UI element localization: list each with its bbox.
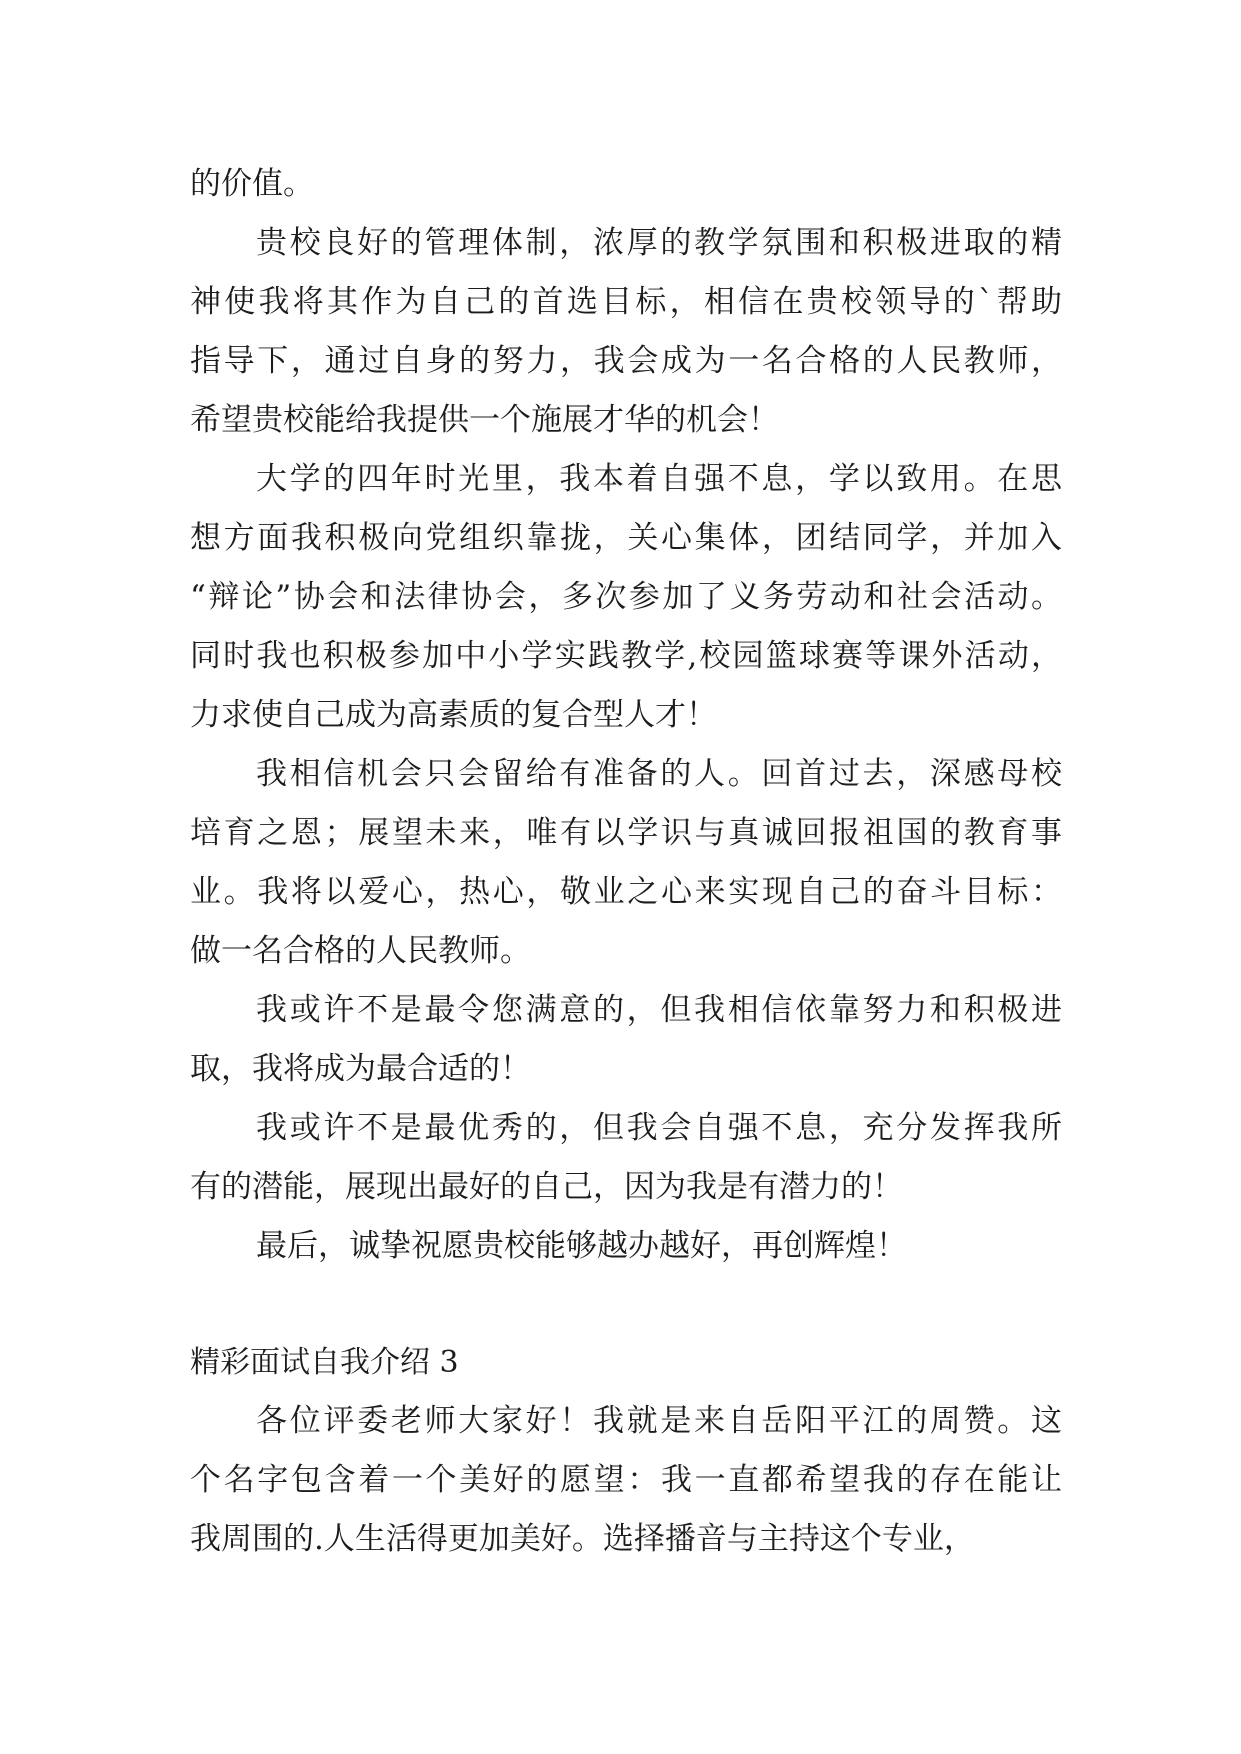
- section-gap: [190, 1276, 1062, 1333]
- paragraph-line: 有的潜能，展现出最好的自己，因为我是有潜力的！: [190, 1169, 903, 1205]
- paragraph-line: 指导下，通过自身的努力，我会成为一名合格的人民教师，: [190, 343, 1062, 379]
- paragraph-line: “辩论”协会和法律协会，多次参加了义务劳动和社会活动。: [190, 579, 1062, 615]
- paragraph-line: 取，我将成为最合适的！: [190, 1051, 531, 1087]
- section-heading: 精彩面试自我介绍 3: [190, 1345, 459, 1380]
- paragraph-line: 贵校良好的管理体制，浓厚的教学氛围和积极进取的精: [256, 225, 1062, 261]
- paragraph-line: 各位评委老师大家好！我就是来自岳阳平江的周赞。这: [256, 1403, 1062, 1439]
- paragraph-line: 个名字包含着一个美好的愿望：我一直都希望我的存在能让: [190, 1462, 1062, 1498]
- paragraph-line: 我相信机会只会留给有准备的人。回首过去，深感母校: [256, 756, 1062, 792]
- paragraph-line: 做一名合格的人民教师。: [190, 933, 531, 969]
- paragraph-line: 的价值。: [190, 166, 314, 202]
- paragraph-line: 同时我也积极参加中小学实践教学,校园篮球赛等课外活动，: [190, 638, 1062, 674]
- paragraph-line: 我或许不是最优秀的，但我会自强不息，充分发挥我所: [256, 1110, 1062, 1146]
- paragraph-line: 神使我将其作为自己的首选目标，相信在贵校领导的`帮助: [190, 284, 1062, 320]
- paragraph-line: 业。我将以爱心，热心，敬业之心来实现自己的奋斗目标：: [190, 874, 1062, 910]
- paragraph-line: 想方面我积极向党组织靠拢，关心集体，团结同学，并加入: [190, 520, 1062, 556]
- document-body: [190, 155, 1062, 1569]
- paragraph-line: 希望贵校能给我提供一个施展才华的机会！: [190, 402, 779, 438]
- paragraph-line: 大学的四年时光里，我本着自强不息，学以致用。在思: [256, 461, 1062, 497]
- paragraph-line: 我周围的.人生活得更加美好。选择播音与主持这个专业，: [190, 1521, 975, 1557]
- paragraph-line: 力求使自己成为高素质的复合型人才！: [190, 697, 717, 733]
- paragraph-line: 我或许不是最令您满意的，但我相信依靠努力和积极进: [256, 992, 1062, 1028]
- paragraph-line: 培育之恩；展望未来，唯有以学识与真诚回报祖国的教育事: [190, 815, 1062, 851]
- paragraph-line: 最后，诚挚祝愿贵校能够越办越好，再创辉煌！: [256, 1228, 907, 1264]
